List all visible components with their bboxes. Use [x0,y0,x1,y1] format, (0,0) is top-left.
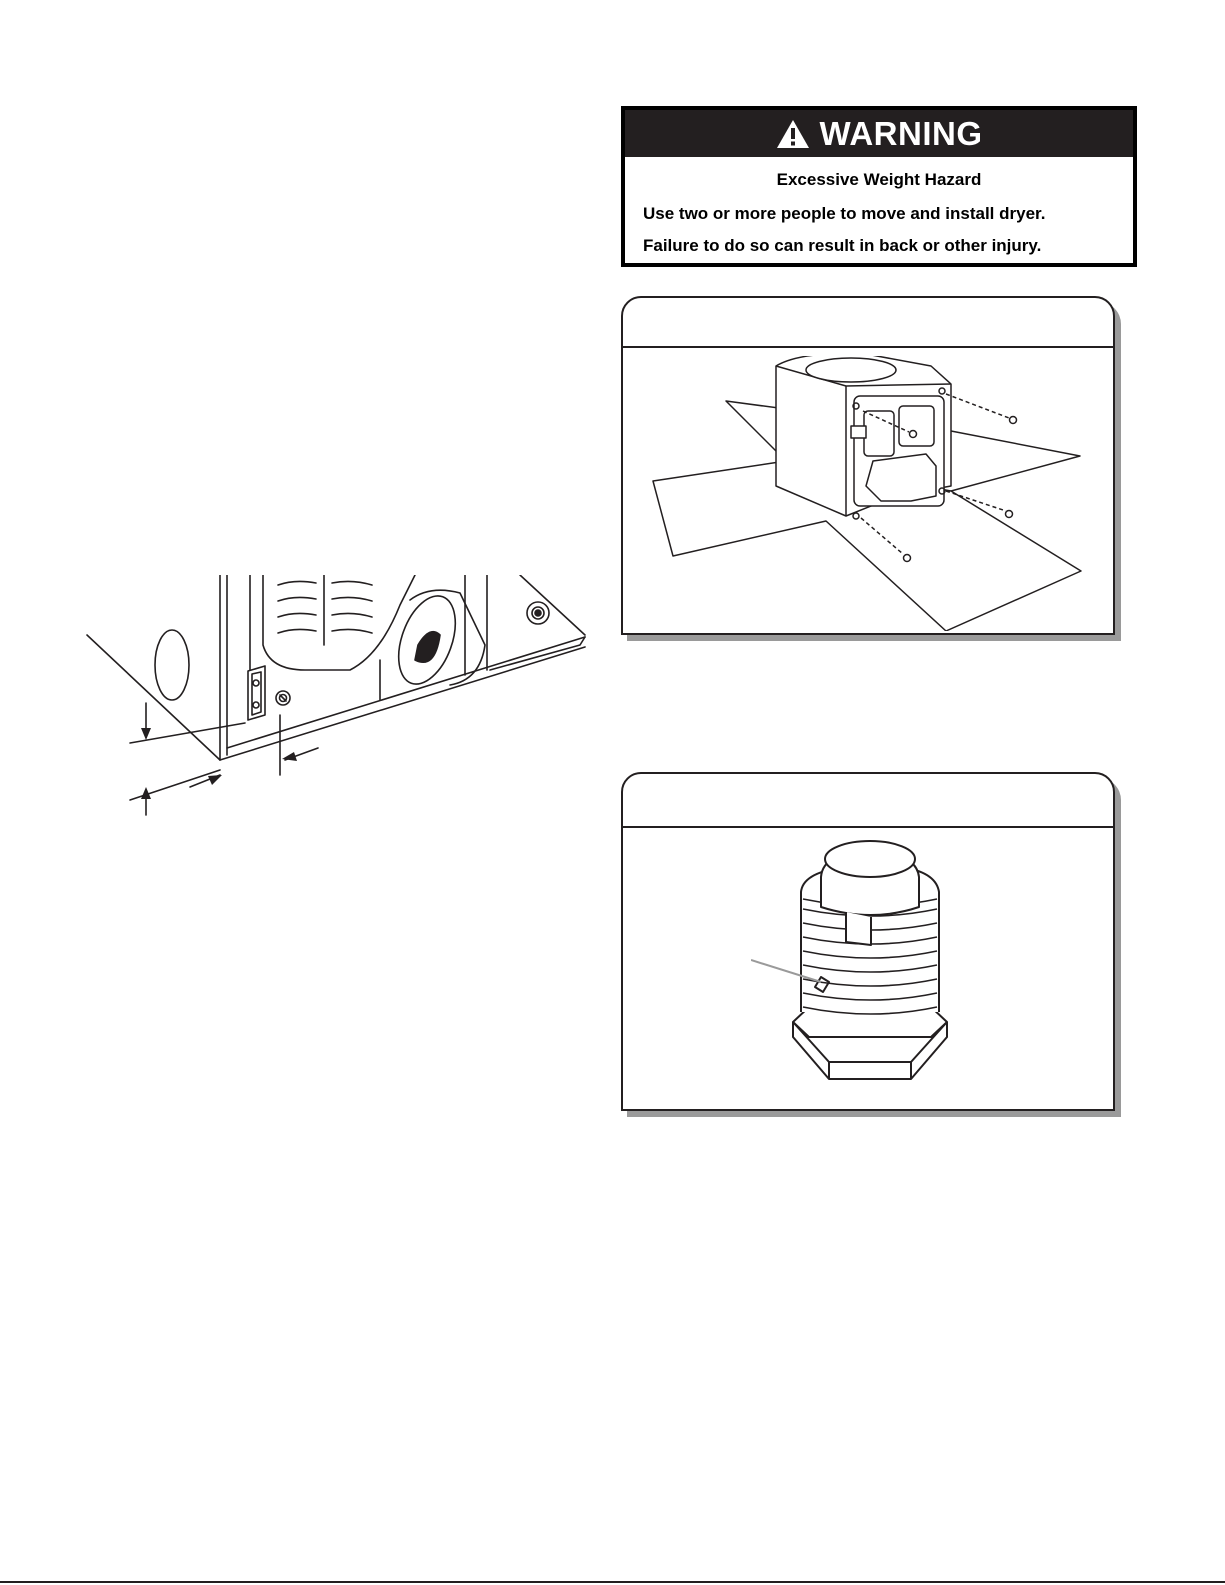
leveling-leg-illustration [751,837,991,1102]
side-panel-opening [155,630,189,700]
screw-icon [1006,511,1013,518]
dryer-on-cardboard-illustration [651,356,1091,631]
warning-triangle-icon [776,119,810,149]
louver-slots [278,575,372,645]
warning-subtitle: Excessive Weight Hazard [776,170,982,189]
warning-title: WARNING [819,114,983,152]
anti-tip-bracket [248,666,290,720]
gas-inlet-fitting [527,602,549,624]
warning-header [625,110,1133,157]
screw-icon [1010,417,1017,424]
figure-panel-remove-screws [621,296,1121,641]
warning-consequence: Failure to do so can result in back or other injury. [643,236,1042,255]
page-bottom-rule [0,1581,1225,1583]
figure-panel-leveling-leg [621,772,1121,1117]
exhaust-duct [388,588,485,692]
vent-cover-panel [263,575,415,670]
dryer-side-edge [87,635,220,760]
leg-hex-nut [793,1007,947,1062]
dryer-bottom-edge [220,647,585,760]
dryer-body [776,356,951,516]
warning-instruction: Use two or more people to move and install dryer. [643,204,1046,223]
dryer-rear-bracket-illustration [80,575,600,825]
warning-box [621,106,1137,267]
